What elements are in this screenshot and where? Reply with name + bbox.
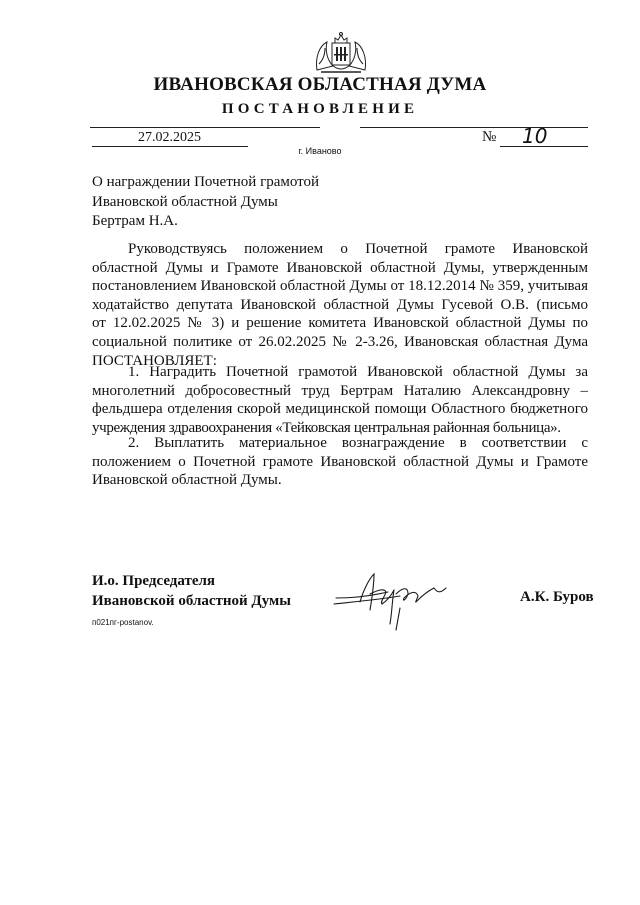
subject-line: Бертрам Н.А. (92, 213, 178, 229)
subject-line: О награждении Почетной грамотой (92, 174, 320, 190)
text-line: многолетний добросовестный труд Бертрам Наталию Александровну – (92, 382, 588, 399)
file-code: п021пг-postanov. (92, 618, 154, 627)
text-line: социальной политике от 26.02.2025 № 2-3.26, Ивановская областная Дума (92, 333, 588, 350)
handwritten-signature-icon (330, 568, 460, 634)
text-line: 2. Выплатить материальное вознаграждение в соответствии с (128, 435, 588, 451)
text-line: Руководствуясь положением о Почетной грамоте Ивановской (128, 241, 588, 257)
text-line: фельдшера отделения скорой медицинской помощи Областного бюджетного (92, 401, 588, 418)
signatory-name: А.К. Буров (520, 589, 594, 605)
subject-line: Ивановской областной Думы (92, 193, 278, 210)
document-number: 10 (522, 124, 548, 148)
organization-name: ИВАНОВСКАЯ ОБЛАСТНАЯ ДУМА (153, 74, 487, 95)
text-line: от 12.02.2025 № 3) и решение комитета Ивановской областной Думы по (92, 315, 588, 332)
document-date: 27.02.2025 (138, 130, 201, 145)
item-2-paragraph (92, 434, 588, 490)
coat-of-arms-icon (313, 30, 369, 74)
text-line: постановлением Ивановской областной Думы от 18.12.2014 № 359, учитывая (92, 278, 588, 295)
header-line-left (90, 127, 320, 128)
signatory-title-line: Ивановской областной Думы (92, 593, 291, 609)
text-line: учреждения здравоохранения «Тейковская центральная районная больница». (92, 419, 561, 436)
text-line: Ивановской областной Думы. (92, 472, 282, 489)
text-line: ПОСТАНОВЛЯЕТ: (92, 352, 217, 369)
text-line: 1. Наградить Почетной грамотой Ивановской областной Думы за (128, 364, 588, 380)
header-line-right (360, 127, 588, 128)
text-line: ходатайство депутата Ивановской областной Думы Гусевой О.В. (письмо (92, 296, 588, 313)
number-sign: № (482, 129, 497, 145)
text-line: положением о Почетной грамоте Ивановской областной Думы и Грамоте (92, 453, 588, 470)
text-line: областной Думы и Грамоте Ивановской областной Думы, утвержденным (92, 259, 588, 276)
signatory-title-line: И.о. Председателя (92, 573, 216, 589)
signatory-title (92, 571, 291, 611)
city-name: г. Иваново (298, 146, 342, 156)
preamble-paragraph (92, 240, 588, 370)
document-subject (92, 173, 319, 232)
document-type: ПОСТАНОВЛЕНИЕ (221, 101, 419, 117)
item-1-paragraph (92, 363, 588, 437)
